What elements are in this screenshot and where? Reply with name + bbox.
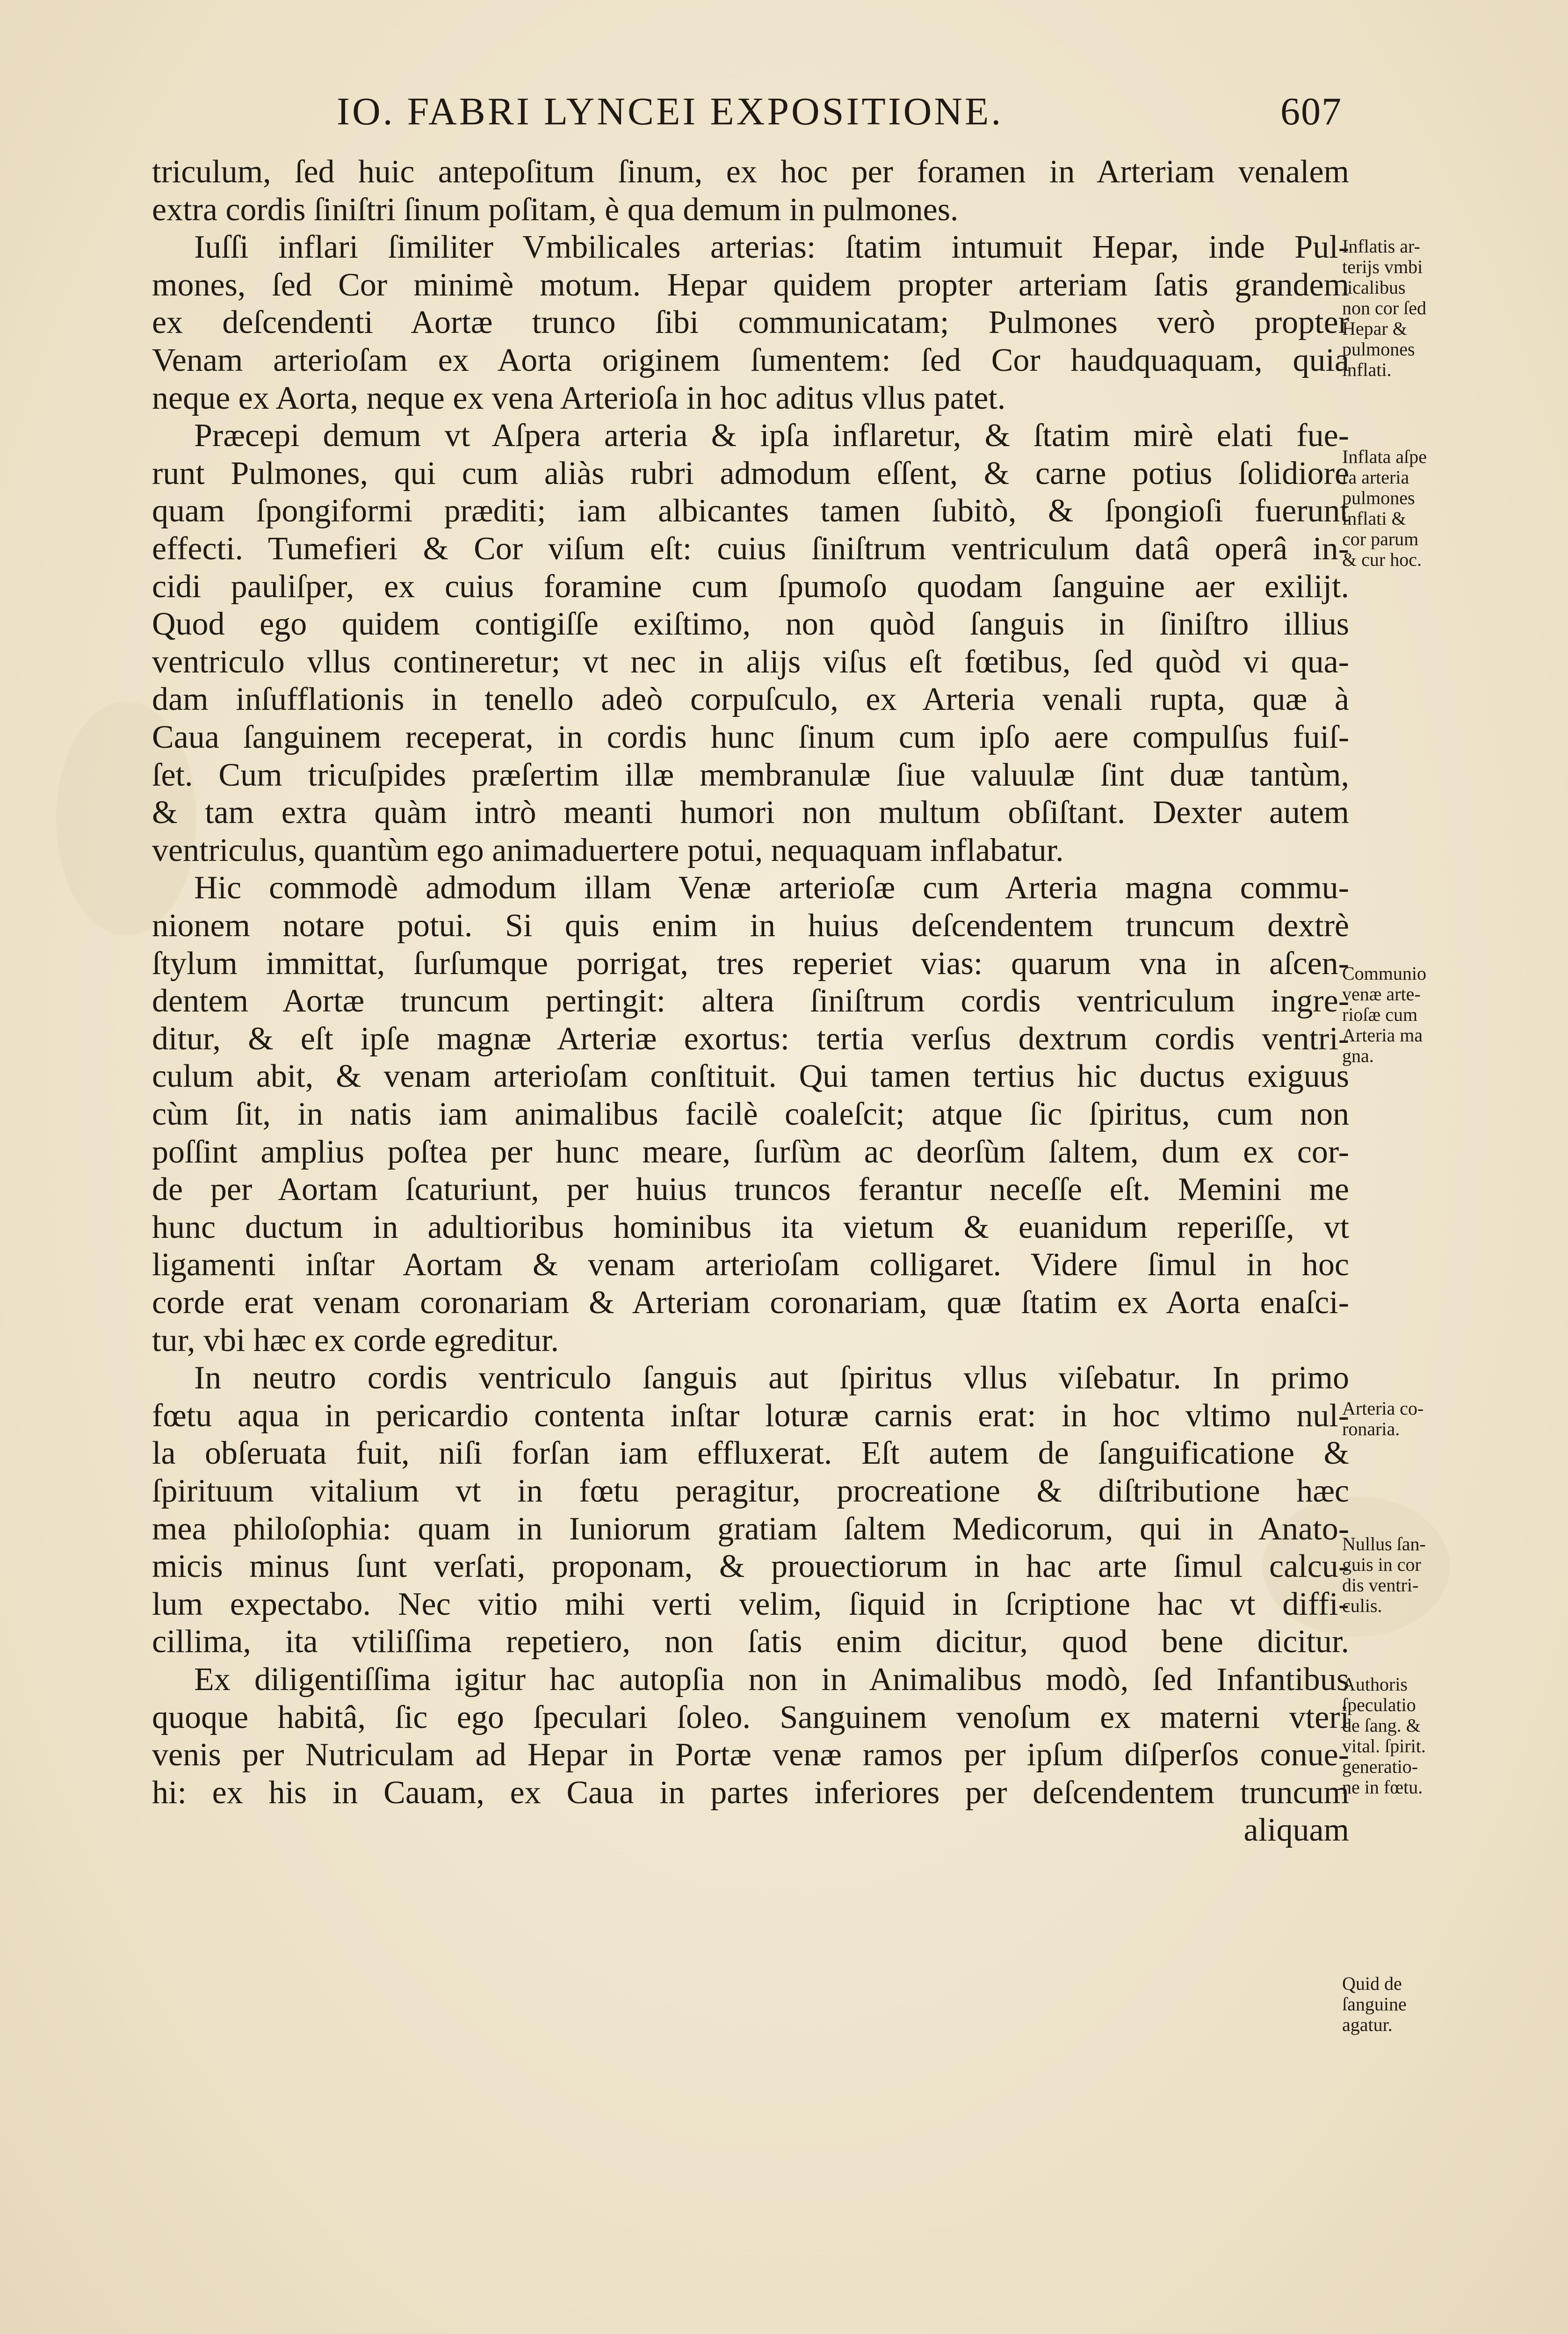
text-line: Caua ſanguinem receperat, in cordis hunc ſinum cum ipſo aere compulſus fuiſ- (152, 719, 1349, 755)
text-line: ventriculus, quantùm ego animaduertere potui, nequaquam inflabatur. (152, 832, 1064, 868)
margin-note-line: ſpeculatio (1342, 1694, 1416, 1715)
text-line: ditur, & eſt ipſe magnæ Arteriæ exortus: tertia verſus dextrum cordis ventri- (152, 1020, 1349, 1057)
margin-note-line: venæ arte- (1342, 983, 1421, 1004)
margin-note-line: ſanguine (1342, 1994, 1407, 2015)
text-line: dentem Aortæ truncum pertingit: altera ſiniſtrum cordis ventriculum ingre- (152, 983, 1349, 1019)
catchword: aliquam (1243, 1812, 1349, 1849)
margin-note-line: guis in cor (1342, 1554, 1421, 1575)
margin-note (1342, 963, 1496, 1066)
text-line: Ex diligentiſſima igitur hac autopſia non in Animalibus modò, ſed Infantibus (194, 1662, 1349, 1698)
text-line: poſſint amplius poſtea per hunc meare, ſurſùm ac deorſùm ſaltem, dum ex cor- (152, 1134, 1349, 1170)
text-line: cidi pauliſper, ex cuius foramine cum ſpumoſo quodam ſanguine aer exilijt. (152, 568, 1349, 605)
text-line: la obſeruata fuit, niſi forſan iam effluxerat. Eſt autem de ſanguificatione & (152, 1435, 1349, 1472)
text-line: cùm ſit, in natis iam animalibus facilè coaleſcit; atque ſic ſpiritus, cum non (152, 1096, 1349, 1132)
margin-note-line: agatur. (1342, 2014, 1393, 2035)
running-head: IO. FABRI LYNCEI EXPOSITIONE. (337, 90, 1004, 133)
margin-note-line: culis. (1342, 1595, 1382, 1616)
margin-note (1342, 236, 1496, 380)
text-line: hi: ex his in Cauam, ex Caua in partes inferiores per deſcendentem truncum (152, 1774, 1349, 1811)
margin-note-line: gna. (1342, 1045, 1374, 1066)
margin-note-line: Inflata aſpe (1342, 446, 1427, 467)
text-line: venis per Nutriculam ad Hepar in Portæ venæ ramos per ipſum diſperſos conue- (152, 1737, 1349, 1773)
margin-note (1342, 1674, 1496, 1798)
text-line: nionem notare potui. Si quis enim in huius deſcendentem truncum dextrè (152, 908, 1349, 944)
margin-note-line: pulmones (1342, 487, 1415, 508)
text-line: runt Pulmones, qui cum aliàs rubri admodum eſſent, & carne potius ſolidiore (152, 455, 1349, 491)
margin-note-line: pulmones (1342, 339, 1415, 360)
margin-note-line: Communio (1342, 963, 1427, 984)
margin-note-line: dis ventri- (1342, 1575, 1419, 1596)
text-line: ligamenti inſtar Aortam & venam arterioſam colligaret. Videre ſimul in hoc (152, 1247, 1349, 1283)
text-line: ſet. Cum tricuſpides præſertim illæ membranulæ ſiue valuulæ ſint duæ tantùm, (152, 757, 1349, 793)
margin-note-line: Arteria ma (1342, 1025, 1423, 1046)
text-line: ſpirituum vitalium vt in fœtu peragitur, procreatione & diſtributione hæc (152, 1473, 1349, 1509)
page-header (337, 89, 1342, 140)
text-line: corde erat venam coronariam & Arteriam coronariam, quæ ſtatim ex Aorta enaſci- (152, 1285, 1349, 1321)
text-line: de per Aortam ſcaturiunt, per huius truncos ferantur neceſſe eſt. Memini me (152, 1171, 1349, 1208)
margin-note-line: Inflatis ar- (1342, 236, 1420, 257)
text-line: fœtu aqua in pericardio contenta inſtar loturæ carnis erat: in hoc vltimo nul- (152, 1397, 1349, 1434)
margin-note (1342, 1534, 1496, 1616)
margin-note-line: cor parum (1342, 528, 1419, 549)
text-line: ex deſcendenti Aortæ trunco ſibi communicatam; Pulmones verò propter (152, 304, 1349, 341)
text-line: dam inſufflationis in tenello adeò corpuſculo, ex Arteria venali rupta, quæ à (152, 681, 1349, 718)
margin-note-line: terijs vmbi (1342, 256, 1423, 277)
text-line: Venam arterioſam ex Aorta originem ſumentem: ſed Cor haudquaquam, quia (152, 342, 1349, 378)
text-line: culum abit, & venam arterioſam conſtituit. Qui tamen tertius hic ductus exiguus (152, 1058, 1349, 1095)
margin-note-line: Quid de (1342, 1973, 1402, 1994)
margin-note-line: Hepar & (1342, 318, 1407, 339)
margin-note-line: & cur hoc. (1342, 549, 1422, 570)
margin-note-line: rioſæ cum (1342, 1004, 1418, 1025)
text-line: & tam extra quàm intrò meanti humori non multum obſiſtant. Dexter autem (152, 795, 1349, 831)
margin-note (1342, 1398, 1496, 1439)
margin-note-line: Arteria co- (1342, 1398, 1424, 1419)
margin-note-line: generatio- (1342, 1756, 1418, 1777)
text-line: Hic commodè admodum illam Venæ arterioſæ cum Arteria magna commu- (194, 870, 1349, 906)
text-line: effecti. Tumefieri & Cor viſum eſt: cuius ſiniſtrum ventriculum datâ operâ in- (152, 531, 1349, 567)
margin-note-line: ra arteria (1342, 467, 1409, 488)
text-line: lum expectabo. Nec vitio mihi verti velim, ſiquid in ſcriptione hac vt diffi- (152, 1586, 1349, 1622)
text-line: ventriculo vllus contineretur; vt nec in alijs viſus eſt fœtibus, ſed quòd vi qua- (152, 643, 1349, 680)
margin-note-line: Authoris (1342, 1674, 1408, 1695)
text-line: triculum, ſed huic antepoſitum ſinum, ex hoc per foramen in Arteriam venalem (152, 154, 1349, 190)
margin-note-line: ronaria. (1342, 1418, 1400, 1439)
text-line: Præcepi demum vt Aſpera arteria & ipſa inflaretur, & ſtatim mirè elati fue- (194, 418, 1349, 454)
margin-note-line: inflati. (1342, 359, 1392, 380)
text-line: neque ex Aorta, neque ex vena Arterioſa in hoc aditus vllus patet. (152, 380, 1006, 416)
margin-note (1342, 1973, 1496, 2035)
text-line: tur, vbi hæc ex corde egreditur. (152, 1322, 559, 1358)
text-line: cillima, ita vtiliſſima repetiero, non ſatis enim dicitur, quod bene dicitur. (152, 1624, 1349, 1660)
margin-note-line: vital. ſpirit. (1342, 1735, 1426, 1756)
text-line: hunc ductum in adultioribus hominibus ita vietum & euanidum reperiſſe, vt (152, 1209, 1349, 1245)
text-line: Iuſſi inflari ſimiliter Vmbilicales arterias: ſtatim intumuit Hepar, inde Pul- (194, 229, 1349, 266)
page-number: 607 (1280, 90, 1342, 133)
margin-note-line: de ſang. & (1342, 1715, 1421, 1736)
margin-note-line: Nullus ſan- (1342, 1533, 1426, 1554)
text-line: quam ſpongiformi præditi; iam albicantes tamen ſubitò, & ſpongioſi fuerunt (152, 493, 1349, 529)
text-line: mea philoſophia: quam in Iuniorum gratiam ſaltem Medicorum, qui in Anato- (152, 1510, 1349, 1547)
text-line: quoque habitâ, ſic ego ſpeculari ſoleo. Sanguinem venoſum ex materni vteri (152, 1699, 1349, 1735)
text-line: Quod ego quidem contigiſſe exiſtimo, non quòd ſanguis in ſiniſtro illius (152, 606, 1349, 643)
text-line: mones, ſed Cor minimè motum. Hepar quidem propter arteriam ſatis grandem (152, 267, 1349, 303)
margin-note-line: licalibus (1342, 277, 1406, 298)
text-line: extra cordis ſiniſtri ſinum poſitam, è qua demum in pulmones. (152, 191, 959, 228)
text-line: In neutro cordis ventriculo ſanguis aut ſpiritus vllus viſebatur. In primo (194, 1360, 1349, 1396)
margin-note-line: non cor ſed (1342, 297, 1426, 318)
margin-note-line: ne in fœtu. (1342, 1777, 1423, 1798)
margin-note-line: inflati & (1342, 508, 1406, 529)
margin-note (1342, 447, 1496, 570)
text-line: micis minus ſunt verſati, proponam, & prouectiorum in hac arte ſimul calcu- (152, 1548, 1349, 1585)
text-line: ſtylum immittat, ſurſumque porrigat, tres reperiet vias: quarum vna in aſcen- (152, 945, 1349, 982)
